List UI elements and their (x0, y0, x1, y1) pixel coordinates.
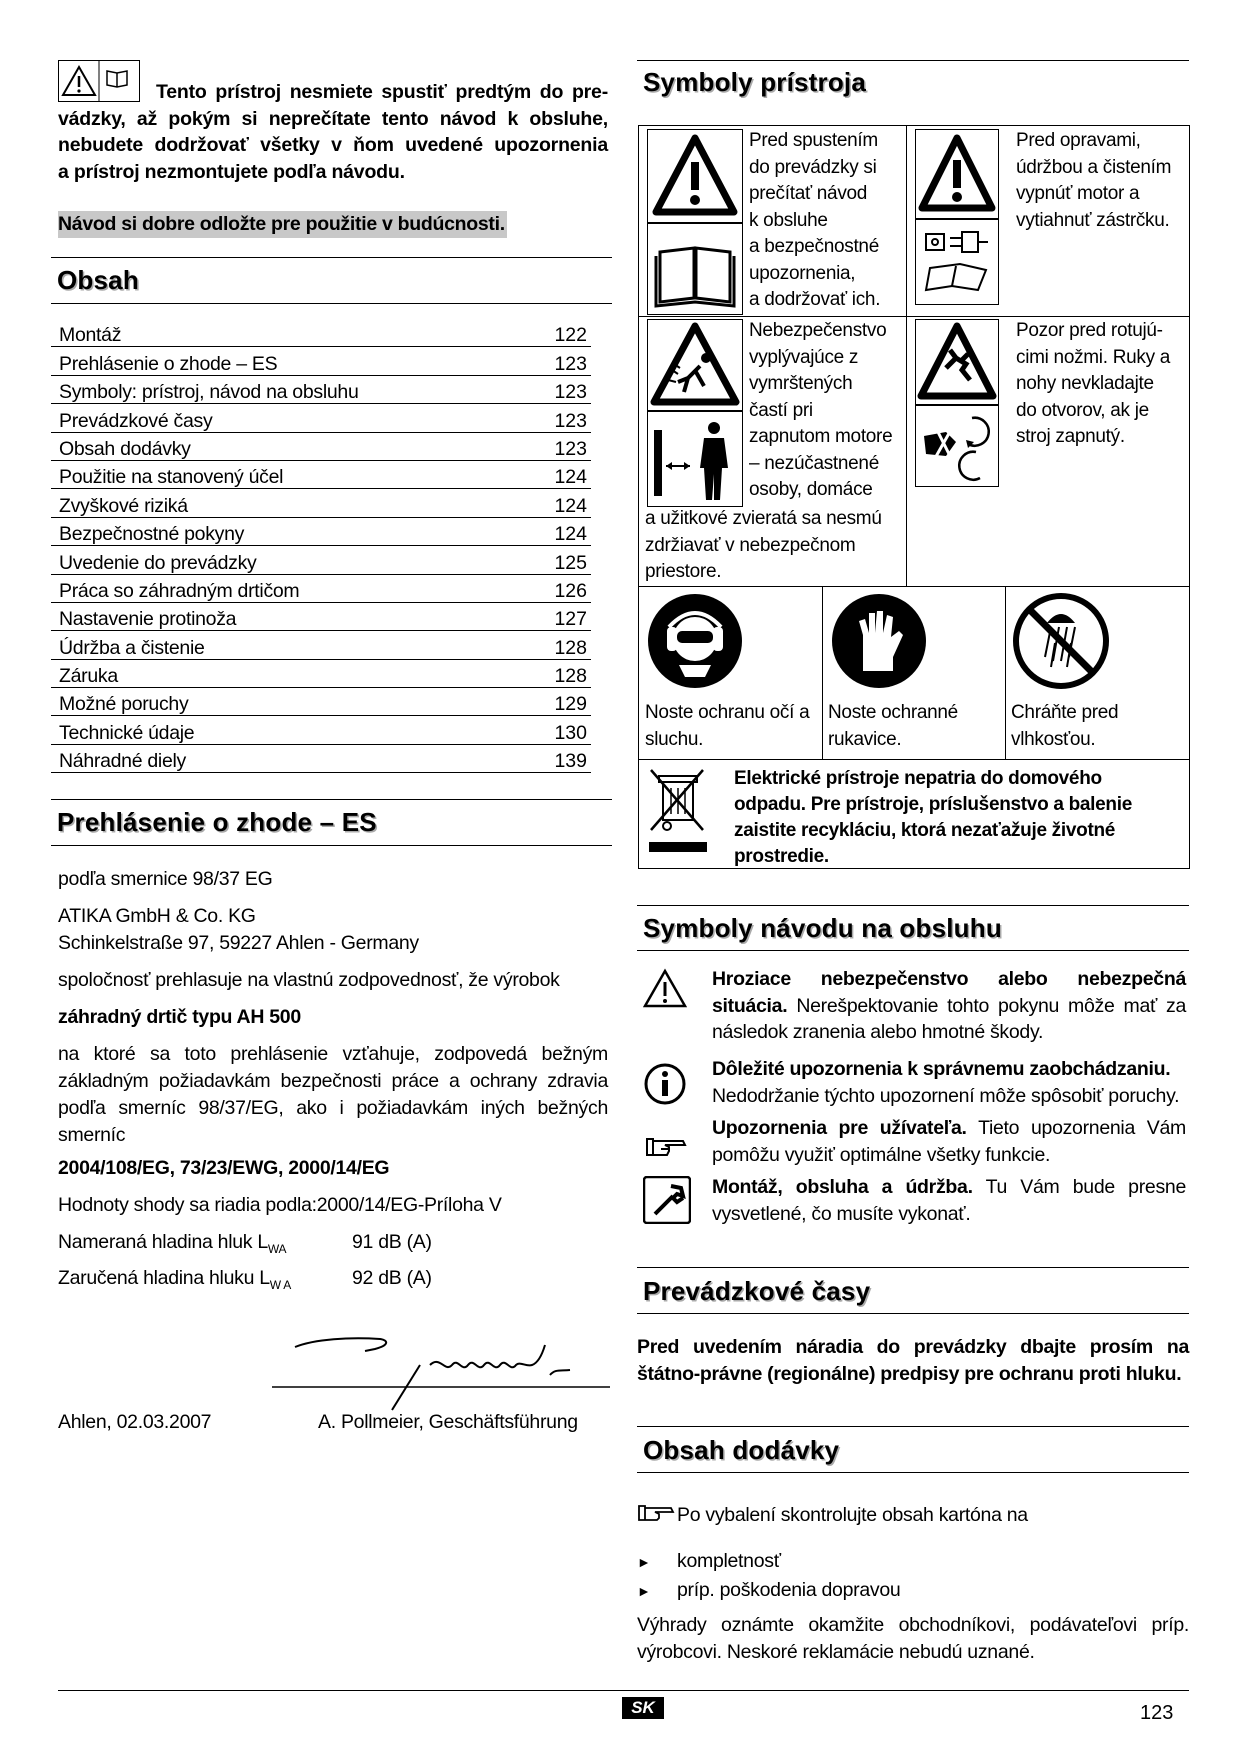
manual-symbol-assembly (637, 1176, 1189, 1232)
intro-warning (58, 79, 608, 185)
guaranteed-noise-label (58, 1265, 291, 1299)
toc-item (51, 716, 591, 744)
footer-rule (58, 1690, 1189, 1691)
toc-item-label: Bezpečnostné pokyny (59, 523, 245, 546)
weee-line: zaistite recykláciu, ktorá nezaťažuje životné (734, 820, 1116, 841)
measured-noise-label (58, 1229, 286, 1263)
toc-item (51, 631, 591, 659)
declaration-product: záhradný drtič typu AH 500 (58, 1006, 301, 1028)
cell3-line: zapnutom motore (749, 426, 893, 447)
device-symbols-heading: Symboly prístroja (643, 67, 867, 97)
warning-sign-icon-2 (915, 129, 999, 219)
info-icon (643, 1062, 687, 1106)
cell3-line: Nebezpečenstvo (749, 320, 887, 341)
language-badge: SK (622, 1697, 664, 1719)
toc-item (51, 546, 591, 574)
declaration-place-date: Ahlen, 02.03.2007 (58, 1411, 212, 1433)
keep-manual-note: Návod si dobre odložte pre použitie v budúcnosti. (58, 211, 507, 238)
user-line1-rest: Tieto upozornenia Vám (966, 1117, 1186, 1139)
weee-line: odpadu. Pre prístroje, príslušenstvo a balenie (734, 794, 1132, 815)
declaration-body-line2: základným požiadavkám bezpečnosti práce a ochrany zdravia (58, 1070, 608, 1092)
cell3-line: – nezúčastnené (749, 452, 879, 474)
cell4-line: Pozor pred rotujú- (1016, 320, 1163, 341)
toc-item-label: Záruka (59, 665, 118, 688)
toc-item (51, 319, 591, 347)
toc-list (51, 319, 591, 773)
operating-times-heading: Prevádzkové časy (643, 1276, 871, 1306)
cell2-line: Pred opravami, (1016, 130, 1141, 151)
warning-sign-icon (647, 129, 743, 223)
declaration-heading: Prehlásenie o zhode – ES (57, 807, 377, 837)
toc-item-label: Nastavenie protinoža (59, 608, 237, 631)
manual-symbol-danger (637, 968, 1189, 1048)
cell2-line: vypnúť motor a (1016, 183, 1140, 204)
device-symbol-cell4-text (1016, 318, 1186, 451)
manual-symbol-info (637, 1058, 1189, 1114)
delivery-heading: Obsah dodávky (643, 1435, 840, 1465)
ppe1-line: Noste ochranu očí a (645, 702, 810, 723)
assembly-line1-rest: Tu Vám bude presne (972, 1176, 1186, 1198)
danger-line3: následok zranenia alebo hmotné škody. (712, 1021, 1044, 1043)
delivery-item-1-text: kompletnosť (677, 1550, 781, 1572)
ppe3-line: Chráňte pred (1011, 702, 1119, 723)
cell1-line: a bezpečnostné (749, 236, 879, 257)
unplug-icon (915, 219, 999, 305)
toc-item (51, 347, 591, 375)
ppe-gloves-text (828, 700, 1006, 753)
ppe-eye-ear-text (645, 700, 823, 753)
device-symbol-cell1-text (749, 128, 904, 314)
assembly-line2: vysvetlené, čo musíte vykonať. (712, 1202, 971, 1225)
toc-item (51, 688, 591, 716)
intro-warning-line2: vádzky, až pokým si neprečítate tento návod k obsluhe, (58, 107, 608, 130)
declaration-statement: spoločnosť prehlasuje na vlastnú zodpovednosť, že výrobok (58, 969, 560, 991)
measured-noise-label-text: Nameraná hladina hluk L (58, 1231, 268, 1253)
user-line2: pomôžu využiť optimálne všetky funkcie. (712, 1143, 1051, 1166)
declaration-directives: 2004/108/EG, 73/23/EWG, 2000/14/EG (58, 1157, 390, 1179)
device-symbols-heading-box (637, 60, 1189, 103)
cell3-line: vyplývajúce z (749, 346, 859, 368)
guaranteed-noise-sub: W A (269, 1277, 291, 1292)
cell2-line: vytiahnuť zástrčku. (1016, 209, 1170, 231)
operating-times-text (637, 1334, 1189, 1388)
delivery-note (637, 1612, 1189, 1666)
toc-item-label: Obsah dodávky (59, 437, 191, 460)
cell1-line: upozornenia, (749, 262, 856, 284)
toc-item-page: 122 (554, 324, 587, 347)
toc-item (51, 404, 591, 432)
declaration-body (58, 1041, 608, 1149)
declaration-company: ATIKA GmbH & Co. KG (58, 905, 256, 927)
toc-item-page: 124 (554, 523, 587, 546)
cell1-line: Pred spustením (749, 130, 878, 151)
toc-item-page: 123 (554, 352, 587, 375)
declaration-address: Schinkelstraße 97, 59227 Ahlen - Germany (58, 932, 419, 954)
toc-item-label: Použitie na stanovený účel (59, 466, 284, 489)
cell1-line: do prevádzky si (749, 156, 877, 178)
ppe2-line: Noste ochranné (828, 702, 958, 723)
weee-line: Elektrické prístroje nepatria do domového (734, 768, 1102, 789)
intro-warning-line1: Tento prístroj nesmiete spustiť predtým do pre- (156, 81, 608, 103)
toc-heading: Obsah (57, 265, 139, 295)
guaranteed-noise-value: 92 dB (A) (352, 1267, 432, 1289)
page-number: 123 (1140, 1702, 1174, 1724)
flying-debris-warning-icon (647, 319, 743, 411)
toc-item-label: Prevádzkové časy (59, 409, 213, 432)
toc-item-page: 124 (554, 466, 587, 489)
toc-item-page: 128 (554, 636, 587, 659)
toc-item-label: Možné poruchy (59, 693, 189, 716)
cell3-line: častí pri (749, 399, 813, 421)
toc-item-page: 123 (554, 409, 587, 432)
toc-item-label: Technické údaje (59, 721, 195, 744)
toc-item-page: 130 (554, 721, 587, 744)
delivery-item-2: ► príp. poškodenia dopravou (637, 1579, 901, 1601)
danger-triangle-icon (643, 968, 687, 1008)
read-manual-icon (647, 223, 743, 315)
toc-item-page: 124 (554, 494, 587, 517)
toc-item (51, 745, 591, 773)
operating-times-line2: štátno-právne (regionálne) predpisy pre ochranu proti hluku. (637, 1363, 1182, 1385)
guaranteed-noise-label-text: Zaručená hladina hluku L (58, 1267, 270, 1289)
device-symbol-cell2-text (1016, 128, 1186, 234)
danger-line2-bold: situácia. (712, 994, 788, 1017)
toc-heading-box (51, 257, 612, 304)
toc-item (51, 461, 591, 489)
cell3tail-line: a užitkové zvieratá sa nesmú (645, 508, 882, 529)
info-line1: Dôležité upozornenia k správnemu zaobchádzaniu. (712, 1058, 1171, 1080)
device-symbol-cell3-text (749, 318, 904, 504)
manual-symbols-heading: Symboly návodu na obsluhu (643, 913, 1002, 943)
cell4-line: nohy nevkladajte (1016, 373, 1154, 394)
signature (270, 1325, 615, 1415)
info-line2: Nedodržanie týchto upozornení môže spôsobiť poruchy. (712, 1084, 1180, 1107)
assembly-bold: Montáž, obsluha a údržba. (712, 1176, 973, 1198)
delivery-item-1: ► kompletnosť (637, 1550, 781, 1572)
toc-item-page: 123 (554, 437, 587, 460)
operating-times-line1: Pred uvedením náradia do prevádzky dbajte prosím na (637, 1336, 1189, 1358)
weee-line: prostredie. (734, 846, 829, 867)
toc-item-label: Prehlásenie o zhode – ES (59, 352, 278, 375)
declaration-body-line1: na ktoré sa toto prehlásenie vzťahuje, zodpovedá bežným (58, 1043, 608, 1065)
gloves-icon (829, 591, 929, 691)
toc-item (51, 575, 591, 603)
danger-line2-rest: Nerešpektovanie tohto pokynu môže mať za (787, 994, 1186, 1017)
pointing-hand-icon-2 (637, 1502, 677, 1524)
delivery-item-2-text: príp. poškodenia dopravou (677, 1579, 901, 1601)
cell4-line: stroj zapnutý. (1016, 426, 1125, 447)
weee-bin-icon (645, 766, 711, 862)
manual-symbols-heading-box (637, 905, 1189, 951)
toc-item (51, 489, 591, 517)
cell1-line: k obsluhe (749, 209, 828, 231)
delivery-note-line1: Výhrady oznámte okamžite obchodníkovi, podávateľovi príp. (637, 1614, 1189, 1636)
declaration-conformity: Hodnoty shody sa riadia podla:2000/14/EG-Príloha V (58, 1194, 502, 1216)
ppe2-line: rukavice. (828, 728, 902, 750)
toc-item-page: 128 (554, 665, 587, 688)
toc-item-label: Zvyškové riziká (59, 494, 188, 517)
ppe-moisture-text (1011, 700, 1186, 753)
delivery-intro (637, 1502, 1028, 1529)
toc-item-page: 126 (554, 579, 587, 602)
cell3tail-line: zdržiavať v nebezpečnom (645, 534, 856, 556)
delivery-note-line2: výrobcovi. Neskoré reklamácie nebudú uznané. (637, 1641, 1035, 1663)
ppe1-line: sluchu. (645, 728, 704, 750)
user-bold: Upozornenia pre užívateľa. (712, 1117, 967, 1139)
cell3-line: vymrštených (749, 373, 853, 394)
toc-item-label: Práca so záhradným drtičom (59, 579, 300, 602)
declaration-signatory: A. Pollmeier, Geschäftsführung (318, 1411, 578, 1433)
toc-item-label: Montáž (59, 324, 122, 347)
cell1-line: prečítať návod (749, 183, 868, 204)
operating-times-heading-box (637, 1267, 1189, 1314)
toc-item-page: 127 (554, 608, 587, 631)
protect-from-moisture-icon (1011, 591, 1111, 691)
toc-item-label: Uvedenie do prevádzky (59, 551, 257, 574)
toc-item-label: Symboly: prístroj, návod na obsluhu (59, 381, 359, 404)
cell3tail-line: priestore. (645, 561, 722, 582)
rotating-blades-warning-icon (915, 319, 999, 405)
device-symbols-table (638, 125, 1190, 869)
declaration-body-line4: smerníc (58, 1124, 126, 1146)
measured-noise-sub: WA (267, 1241, 287, 1256)
toc-item-label: Údržba a čistenie (59, 636, 205, 659)
delivery-intro-text: Po vybalení skontrolujte obsah kartóna na (677, 1504, 1028, 1526)
declaration-directive: podľa smernice 98/37 EG (58, 868, 273, 890)
keep-hands-away-icon (915, 405, 999, 487)
declaration-body-line3: podľa smerníc 98/37/EG, ako i požiadavkám iných bežných (58, 1097, 608, 1119)
toc-item (51, 433, 591, 461)
cell1-line: a dodržovať ich. (749, 289, 881, 310)
intro-warning-line3: nebudete dodržovať všetky v ňom uvedené upozornenia (58, 134, 608, 156)
toc-item-page: 125 (554, 551, 587, 574)
toc-item (51, 603, 591, 631)
cell4-line: do otvorov, ak je (1016, 399, 1149, 421)
cell3-line: osoby, domáce (749, 479, 873, 500)
wrench-icon (643, 1176, 691, 1224)
cell4-line: cimi nožmi. Ruky a (1016, 346, 1171, 368)
toc-item (51, 376, 591, 404)
toc-item (51, 660, 591, 688)
measured-noise-value: 91 dB (A) (352, 1231, 432, 1253)
delivery-heading-box (637, 1426, 1189, 1473)
keep-distance-icon (647, 411, 743, 507)
danger-line1: Hroziace nebezpečenstvo alebo nebezpečná (712, 968, 1186, 990)
declaration-heading-box (51, 799, 612, 846)
manual-symbol-user (637, 1117, 1189, 1173)
toc-item-page: 139 (554, 750, 587, 773)
device-symbol-cell3-tail (645, 506, 905, 586)
toc-item-label: Náhradné diely (59, 750, 186, 773)
toc-item-page: 129 (554, 693, 587, 716)
intro-warning-line4: a prístroj nezmontujete podľa návodu. (58, 160, 405, 183)
ppe3-line: vlhkosťou. (1011, 728, 1096, 750)
pointing-hand-icon (643, 1131, 689, 1161)
toc-item (51, 518, 591, 546)
cell2-line: údržbou a čistením (1016, 156, 1172, 178)
weee-text (734, 766, 1184, 870)
toc-item-page: 123 (554, 381, 587, 404)
ear-eye-protection-icon (645, 591, 745, 691)
